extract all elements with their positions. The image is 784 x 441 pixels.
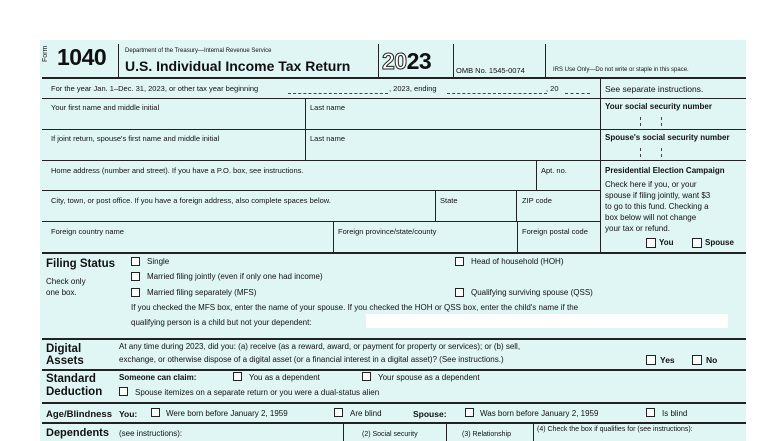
spouse-last-name-label: Last name: [310, 134, 346, 143]
spouse-ssn-input[interactable]: [603, 145, 743, 159]
spouse-ssn-label: Spouse's social security number: [605, 133, 730, 142]
dependents-see-instructions: (see instructions):: [119, 429, 183, 438]
election-line-1: Check here if you, or your: [605, 180, 697, 189]
first-name-input[interactable]: [44, 113, 302, 128]
spouse-first-name-label: If joint return, spouse's first name and middle initial: [51, 134, 220, 143]
first-name-label: Your first name and middle initial: [51, 103, 160, 112]
zip-input[interactable]: [518, 206, 598, 220]
foreign-province-label: Foreign province/state/county: [338, 227, 437, 236]
election-title: Presidential Election Campaign: [605, 166, 725, 175]
election-spouse-checkbox[interactable]: [692, 238, 702, 248]
tax-year-begin-field[interactable]: [288, 93, 388, 94]
foreign-country-label: Foreign country name: [51, 227, 124, 236]
digital-assets-title-1: Digital: [46, 343, 82, 355]
zip-label: ZIP code: [522, 196, 552, 205]
you-dependent-checkbox[interactable]: [233, 372, 242, 381]
you-born-before-checkbox[interactable]: [151, 408, 160, 417]
omb-number: OMB No. 1545-0074: [456, 66, 525, 75]
state-input[interactable]: [437, 206, 514, 220]
dependents-ssn-column: (2) Social security: [362, 431, 418, 438]
mfs-checkbox[interactable]: [131, 288, 140, 297]
foreign-postal-input[interactable]: [519, 237, 598, 251]
election-you-checkbox[interactable]: [646, 238, 656, 248]
digital-assets-yes-label: Yes: [660, 355, 675, 365]
digital-assets-title-2: Assets: [46, 355, 84, 367]
digital-assets-text-1: At any time during 2023, did you: (a) receive (as a reward, award, or payment for property or services); or (b) sell,: [119, 342, 521, 351]
dependents-check-column: (4) Check the box if qualifies for (see instructions):: [537, 426, 693, 433]
spouse-dependent-checkbox[interactable]: [362, 372, 371, 381]
see-instructions: See separate instructions.: [605, 84, 704, 94]
spouse-blind-checkbox[interactable]: [646, 408, 655, 417]
digital-assets-yes-checkbox[interactable]: [646, 355, 656, 365]
qualifying-person-input[interactable]: [366, 314, 728, 328]
age-blindness-title: Age/Blindness: [46, 409, 112, 420]
digital-assets-text-2: exchange, or otherwise dispose of a digital asset (or a financial interest in a digital asset)? (See instructions.): [119, 355, 504, 364]
election-you-label: You: [659, 238, 674, 247]
spouse-first-name-input[interactable]: [44, 144, 302, 159]
election-spouse-label: Spouse: [705, 238, 734, 247]
state-label: State: [440, 196, 458, 205]
dependents-title: Dependents: [46, 427, 109, 439]
spouse-born-before-label: Was born before January 2, 1959: [480, 409, 599, 418]
apt-input[interactable]: [538, 176, 598, 189]
tax-year-outline: 20: [382, 48, 407, 74]
single-label: Single: [147, 257, 170, 266]
last-name-input[interactable]: [308, 113, 598, 128]
city-label: City, town, or post office. If you have a foreign address, also complete spaces below.: [51, 196, 331, 205]
you-blind-label: Are blind: [350, 409, 382, 418]
digital-assets-no-label: No: [706, 355, 718, 365]
spouse-last-name-input[interactable]: [308, 144, 598, 159]
home-address-label: Home address (number and street). If you have a P.O. box, see instructions.: [51, 166, 304, 175]
election-line-4: box below will not change: [605, 213, 697, 222]
tax-year: [382, 48, 431, 75]
tax-year-suffix: , 20: [546, 84, 559, 93]
spouse-itemizes-checkbox[interactable]: [119, 387, 128, 396]
ssn-label: Your social security number: [605, 102, 712, 111]
foreign-province-input[interactable]: [335, 237, 515, 251]
single-checkbox[interactable]: [131, 257, 140, 266]
tax-year-bold: 23: [406, 48, 432, 74]
hoh-checkbox[interactable]: [455, 257, 464, 266]
someone-can-claim-label: Someone can claim:: [119, 373, 197, 382]
foreign-country-input[interactable]: [44, 237, 330, 251]
tax-year-suffix-field[interactable]: [565, 93, 590, 94]
filing-status-subtitle-1: Check only: [46, 277, 86, 286]
filing-status-subtitle-2: one box.: [46, 288, 77, 297]
tax-year-ending-label: , 2023, ending: [389, 84, 437, 93]
spouse-born-before-checkbox[interactable]: [465, 408, 474, 417]
tax-year-text: For the year Jan. 1–Dec. 31, 2023, or other tax year beginning: [51, 84, 259, 93]
mfj-label: Married filing jointly (even if only one had income): [147, 272, 323, 281]
filing-status-title: Filing Status: [46, 258, 115, 270]
hoh-label: Head of household (HOH): [471, 257, 564, 266]
spouse-blind-label: Is blind: [662, 409, 688, 418]
form-label: Form: [42, 45, 49, 62]
filing-status-note-1: If you checked the MFS box, enter the name of your spouse. If you checked the HOH or QSS box, enter the child's name if the: [131, 303, 579, 312]
you-dependent-label: You as a dependent: [249, 373, 320, 382]
home-address-input[interactable]: [44, 176, 532, 189]
age-you-label: You:: [119, 409, 138, 419]
irs-use-only: IRS Use Only—Do not write or staple in this space.: [553, 67, 689, 73]
qss-checkbox[interactable]: [455, 288, 464, 297]
tax-year-end-field[interactable]: [447, 93, 547, 94]
standard-deduction-title-1: Standard: [46, 373, 96, 385]
dependents-relationship-column: (3) Relationship: [462, 431, 512, 438]
form-number: 1040: [57, 44, 107, 70]
department: Department of the Treasury—Internal Revenue Service: [125, 48, 272, 54]
you-blind-checkbox[interactable]: [334, 408, 343, 417]
spouse-dependent-label: Your spouse as a dependent: [378, 373, 480, 382]
election-line-2: spouse if filing jointly, want $3: [605, 191, 711, 200]
mfj-checkbox[interactable]: [131, 272, 140, 281]
ssn-input[interactable]: [603, 114, 743, 128]
election-line-5: your tax or refund.: [605, 224, 670, 233]
you-born-before-label: Were born before January 2, 1959: [166, 409, 288, 418]
standard-deduction-title-2: Deduction: [46, 386, 103, 398]
mfs-label: Married filing separately (MFS): [147, 288, 257, 297]
apt-label: Apt. no.: [541, 166, 567, 175]
filing-status-note-2: qualifying person is a child but not your dependent:: [131, 318, 312, 327]
election-line-3: to go to this fund. Checking a: [605, 202, 709, 211]
city-input[interactable]: [44, 206, 432, 220]
qss-label: Qualifying surviving spouse (QSS): [471, 288, 593, 297]
foreign-postal-label: Foreign postal code: [522, 227, 588, 236]
age-spouse-label: Spouse:: [413, 409, 447, 419]
digital-assets-no-checkbox[interactable]: [692, 355, 702, 365]
form-title: U.S. Individual Income Tax Return: [125, 58, 351, 74]
spouse-itemizes-label: Spouse itemizes on a separate return or you were a dual-status alien: [135, 388, 380, 397]
last-name-label: Last name: [310, 103, 346, 112]
